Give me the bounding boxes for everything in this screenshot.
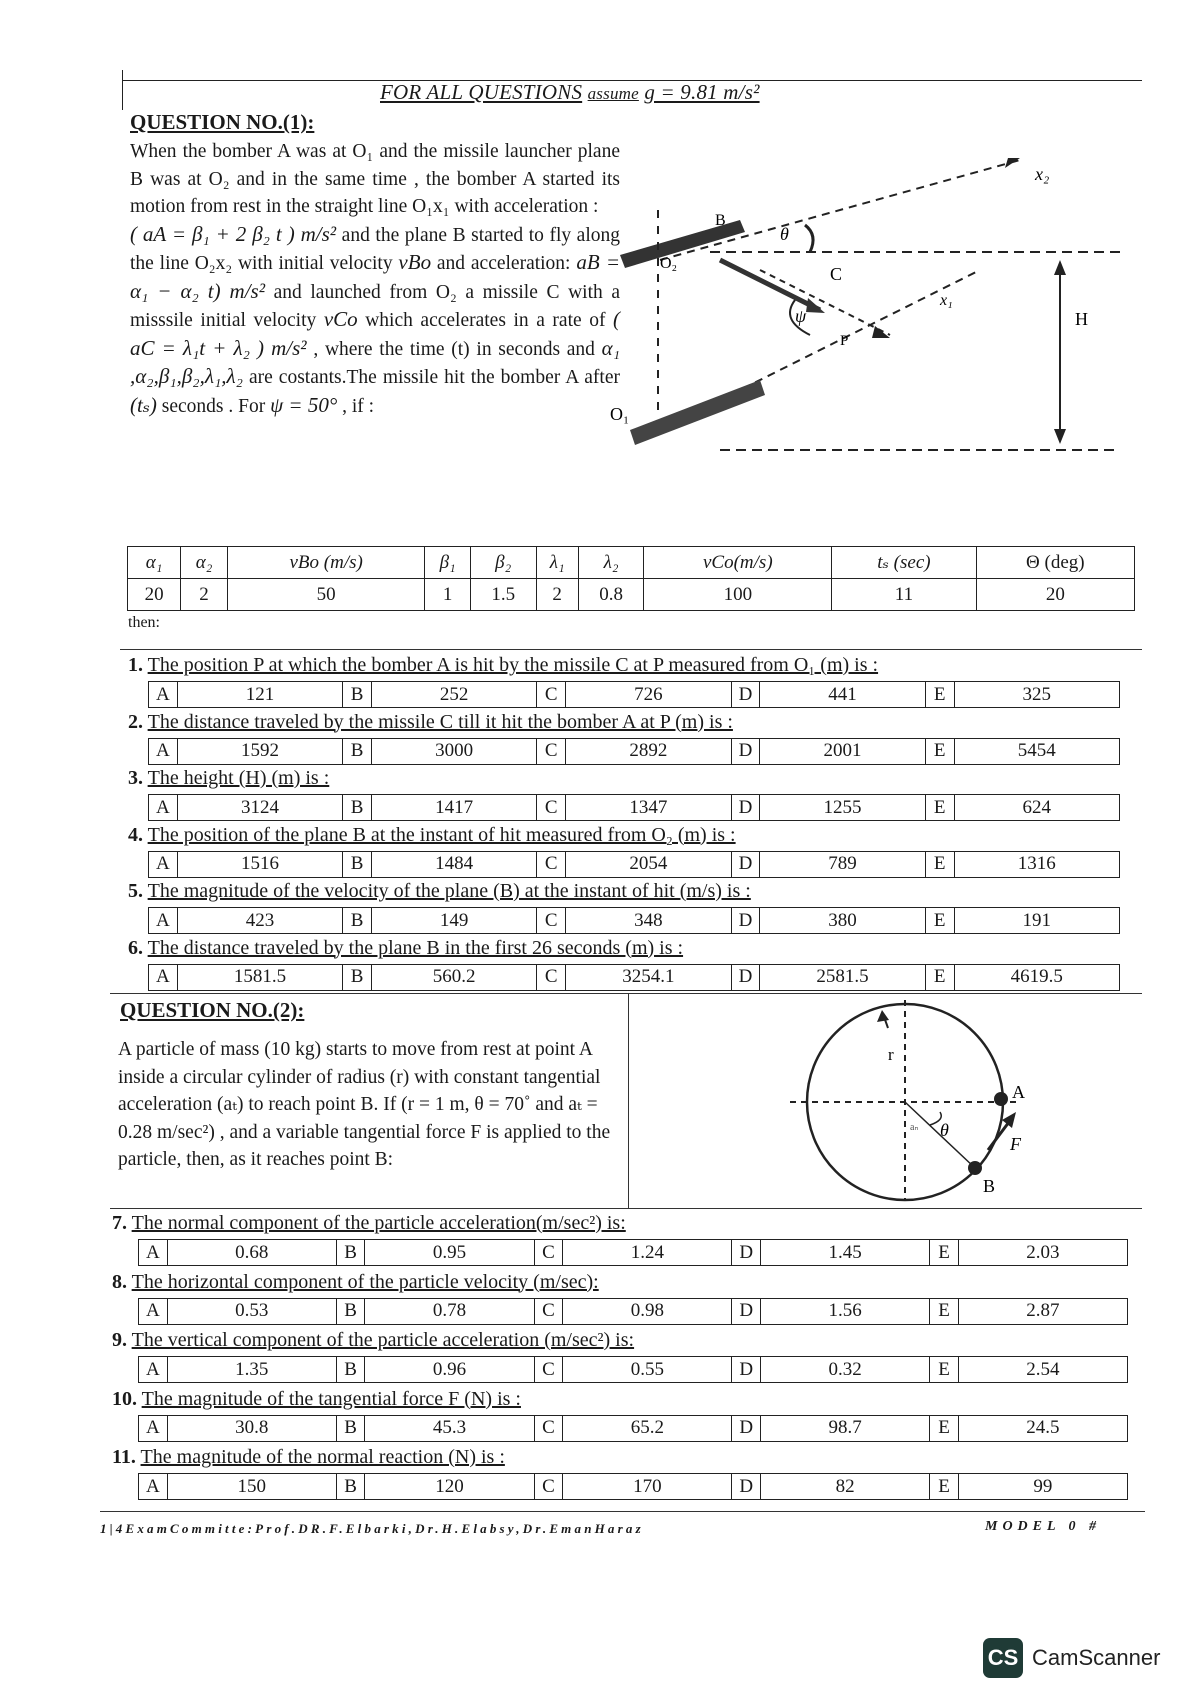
q1-table-value-row	[128, 579, 1135, 611]
option-value[interactable]: 1516	[240, 853, 279, 874]
question-text: The horizontal component of the particle velocity (m/sec):	[131, 1270, 599, 1293]
option-letter[interactable]: A	[149, 965, 178, 990]
option-letter[interactable]: B	[342, 852, 372, 877]
option-value[interactable]: 4619.5	[1010, 966, 1063, 987]
q2-question-1	[112, 1212, 626, 1235]
x1-label: x₁	[940, 292, 953, 309]
question-number: 6.	[128, 936, 143, 959]
option-value[interactable]: 2.87	[1026, 1300, 1060, 1321]
tv-alpha2: 2	[181, 579, 228, 611]
th-lambda1: λ₁	[536, 547, 578, 579]
option-letter[interactable]: D	[731, 1474, 761, 1499]
option-value[interactable]: 45.3	[432, 1417, 467, 1438]
q1-p3: and acceleration:	[431, 253, 577, 274]
footer-rule	[100, 1511, 1145, 1512]
o1-label: O₁	[610, 404, 630, 424]
question-text: The distance traveled by the plane B in the first 26 seconds (m) is :	[147, 936, 684, 959]
option-letter[interactable]: A	[149, 795, 178, 820]
tv-beta2: 1.5	[470, 579, 536, 611]
option-letter[interactable]: D	[731, 739, 761, 764]
th-theta: Θ (deg)	[976, 547, 1134, 579]
q1-question-1	[128, 654, 878, 677]
th-beta2: β₂	[470, 547, 536, 579]
option-letter[interactable]: A	[139, 1474, 168, 1499]
option-value[interactable]: 1316	[1017, 853, 1056, 874]
option-letter[interactable]: E	[929, 1474, 959, 1499]
q1-p2: and the plane B started to fly along the line O₂x₂ with initial velocity	[130, 224, 621, 274]
option-value[interactable]: 1.24	[630, 1241, 664, 1263]
header-title-prefix: FOR ALL QUESTIONS	[380, 80, 583, 104]
option-value[interactable]: 726	[634, 683, 663, 705]
q1-question-3	[128, 767, 329, 790]
answer-row	[138, 1356, 1128, 1383]
question-number: 5.	[128, 880, 143, 902]
p-label: P	[840, 333, 849, 349]
q2-question-5	[112, 1446, 505, 1469]
force-f-label: F	[1010, 1134, 1021, 1154]
question-number: 1.	[128, 654, 143, 676]
q1-data-table	[127, 546, 1135, 611]
question-text: The normal component of the particle acceleration(m/sec²) is:	[131, 1212, 626, 1234]
answer-row	[148, 794, 1120, 821]
th-vbo: vBo (m/s)	[227, 547, 425, 579]
x2-label: x₂	[1035, 164, 1050, 184]
answer-row	[148, 907, 1120, 934]
tv-alpha1: 20	[128, 579, 181, 611]
th-lambda2: λ₂	[578, 547, 644, 579]
option-letter[interactable]: E	[925, 795, 955, 820]
option-value[interactable]: 2581.5	[816, 966, 869, 987]
th-alpha2: α₂	[181, 547, 228, 579]
option-letter[interactable]: E	[925, 908, 955, 933]
option-value[interactable]: 24.5	[1026, 1417, 1060, 1438]
option-letter[interactable]: E	[929, 1299, 959, 1324]
th-alpha1: α₁	[128, 547, 181, 579]
tv-ts: 11	[832, 579, 976, 611]
theta-label: θ	[780, 224, 789, 244]
question-text: The distance traveled by the missile C till it hit the bomber A at P (m) is :	[147, 710, 733, 733]
footer-committee: 1|4ExamCommitte:Prof.DR.F.Elbarki,Dr.H.Elabsy,Dr.EmanHaraz	[100, 1521, 644, 1536]
plane-b-label: B	[715, 212, 726, 229]
option-letter[interactable]: C	[536, 965, 566, 990]
option-value[interactable]: 0.96	[432, 1358, 467, 1380]
option-letter[interactable]: A	[139, 1416, 168, 1441]
q2-statement	[118, 1036, 618, 1174]
option-value[interactable]: 191	[1022, 909, 1051, 931]
option-value[interactable]: 1417	[435, 796, 474, 818]
question-text: The vertical component of the particle acceleration (m/sec²) is:	[131, 1329, 635, 1351]
question-number: 7.	[112, 1212, 127, 1234]
page-header	[380, 80, 760, 105]
option-letter[interactable]: E	[925, 682, 955, 707]
option-letter[interactable]: D	[731, 908, 761, 933]
option-value[interactable]: 1592	[240, 740, 279, 761]
point-b	[968, 1161, 982, 1175]
option-value[interactable]: 1.45	[828, 1241, 862, 1263]
option-value[interactable]: 0.78	[432, 1300, 467, 1321]
point-a-label: A	[1012, 1082, 1025, 1102]
theta-q2-label: θ	[940, 1120, 949, 1140]
option-letter[interactable]: B	[336, 1357, 366, 1382]
option-value[interactable]: 789	[828, 853, 857, 874]
option-letter[interactable]: D	[731, 1299, 761, 1324]
q1-title: QUESTION NO.(1):	[130, 110, 315, 134]
q2-question-3	[112, 1329, 634, 1352]
header-rule-left	[122, 70, 123, 110]
option-letter[interactable]: B	[336, 1299, 366, 1324]
option-letter[interactable]: E	[929, 1240, 959, 1265]
option-value[interactable]: 325	[1022, 683, 1051, 705]
plane-a-shape	[630, 380, 765, 445]
camscanner-text: CamScanner	[1032, 1645, 1161, 1670]
question-number: 9.	[112, 1329, 127, 1351]
option-value[interactable]: 98.7	[828, 1417, 862, 1438]
option-letter[interactable]: C	[534, 1357, 564, 1382]
q1-eq-b: aB = α₁ − α₂ t) m/s²	[130, 250, 621, 303]
option-letter[interactable]: D	[731, 1357, 761, 1382]
q1-question-2	[128, 711, 733, 734]
tv-lambda1: 2	[536, 579, 578, 611]
q1-diagram	[610, 164, 1140, 480]
q1-p1: When the bomber A was at O₁ and the missile launcher plane B was at O₂ and in the same time , the bomber A started its motion from rest in the straight line O₁x₁ with acceleration :	[130, 141, 620, 217]
option-value[interactable]: 5454	[1017, 740, 1056, 761]
option-value[interactable]: 252	[439, 683, 469, 705]
option-letter[interactable]: B	[342, 682, 372, 707]
option-letter[interactable]: A	[149, 739, 178, 764]
q1-separator	[120, 649, 1142, 650]
question-number: 4.	[128, 823, 143, 846]
then-label: then:	[128, 614, 160, 631]
option-value[interactable]: 82	[835, 1475, 855, 1497]
header-title-g: g = 9.81 m/s²	[644, 80, 760, 104]
option-value[interactable]: 1347	[629, 796, 668, 818]
question-text: The magnitude of the normal reaction (N) is :	[140, 1446, 505, 1468]
tv-theta: 20	[976, 579, 1134, 611]
option-letter[interactable]: A	[139, 1299, 168, 1324]
option-value[interactable]: 0.55	[630, 1358, 664, 1380]
option-value[interactable]: 2.03	[1026, 1241, 1060, 1263]
q1-vbo: vBo	[398, 250, 432, 274]
q2-text: A particle of mass (10 kg) starts to move from rest at point A inside a circular cylinder of radius (r) with constant tangential acceleration (aₜ) to reach point B. If (r = 1 m, θ = 70˚ and aₜ = 0.28 m/sec²) , and a variable tangential force F is applied to the particle, then, as it reaches point B:	[118, 1039, 611, 1170]
option-letter[interactable]: B	[336, 1240, 366, 1265]
option-value[interactable]: 2054	[629, 853, 668, 874]
option-value[interactable]: 121	[245, 683, 275, 705]
option-letter[interactable]: A	[149, 852, 178, 877]
h-label: H	[1075, 309, 1088, 329]
option-value[interactable]: 1.56	[828, 1300, 862, 1321]
tv-vbo: 50	[227, 579, 425, 611]
q1-question-5	[128, 880, 751, 903]
option-letter[interactable]: B	[342, 908, 372, 933]
option-value[interactable]: 1581.5	[233, 966, 287, 987]
option-letter[interactable]: C	[534, 1299, 564, 1324]
q1-p5: which accelerates in a rate of	[357, 310, 613, 331]
r-label: r	[888, 1045, 894, 1064]
an-label: aₙ	[910, 1122, 919, 1133]
q1-statement	[130, 138, 620, 420]
option-value[interactable]: 0.95	[432, 1241, 467, 1263]
theta-arc	[805, 225, 813, 252]
option-letter[interactable]: C	[534, 1240, 564, 1265]
q1-p7: are costants.The missile hit the bomber A after	[242, 367, 620, 388]
option-value[interactable]: 170	[633, 1475, 662, 1497]
option-letter[interactable]: D	[731, 965, 761, 990]
psi-label: ψ	[795, 306, 807, 326]
th-beta1: β₁	[425, 547, 470, 579]
option-letter[interactable]: D	[731, 1240, 761, 1265]
q2-top-separator	[110, 993, 1142, 994]
th-ts: tₛ (sec)	[832, 547, 976, 579]
answer-row	[138, 1298, 1128, 1325]
q1-table-header-row	[128, 547, 1135, 579]
option-value[interactable]: 2.54	[1026, 1358, 1060, 1380]
option-letter[interactable]: E	[925, 852, 955, 877]
point-a	[994, 1092, 1008, 1106]
option-value[interactable]: 348	[634, 909, 663, 931]
q1-psi: ψ = 50°	[270, 392, 338, 417]
option-letter[interactable]: B	[342, 795, 372, 820]
option-value[interactable]: 30.8	[235, 1417, 269, 1438]
option-value[interactable]: 1484	[435, 853, 474, 874]
q1-p9: , if :	[337, 395, 375, 417]
option-letter[interactable]: E	[929, 1416, 959, 1441]
missile-path-arrowhead	[872, 326, 890, 338]
question-text: The position of the plane B at the instant of hit measured from O₂ (m) is :	[147, 823, 736, 846]
option-letter[interactable]: C	[536, 682, 566, 707]
option-letter[interactable]: A	[149, 682, 178, 707]
option-value[interactable]: 0.98	[630, 1300, 664, 1321]
h-arrow-bottom	[1054, 429, 1066, 444]
option-value[interactable]: 1255	[823, 796, 862, 818]
o2-label: O₂	[660, 255, 678, 272]
q1-question-6	[128, 937, 683, 960]
answer-row	[138, 1239, 1128, 1266]
camscanner-logo-icon: CS	[983, 1638, 1023, 1678]
option-value[interactable]: 0.68	[235, 1241, 269, 1263]
option-letter[interactable]: C	[534, 1416, 564, 1441]
q1-consts: α₁ ,α₂,β₁,β₂,λ₁,λ₂	[130, 335, 620, 388]
missile-path	[760, 270, 890, 335]
option-letter[interactable]: B	[342, 965, 372, 990]
question-text: The height (H) (m) is :	[147, 767, 330, 789]
question-text: The magnitude of the tangential force F (N) is :	[141, 1387, 521, 1410]
option-letter[interactable]: C	[536, 739, 566, 764]
option-value[interactable]: 423	[245, 909, 275, 931]
option-letter[interactable]: A	[149, 908, 178, 933]
q2-question-2	[112, 1271, 599, 1294]
answer-row	[138, 1415, 1128, 1442]
option-value[interactable]: 0.53	[235, 1300, 269, 1321]
x2-arrowhead	[1005, 158, 1020, 168]
q2-divider	[628, 993, 629, 1208]
question-number: 3.	[128, 767, 143, 789]
tv-vco: 100	[644, 579, 832, 611]
option-value[interactable]: 560.2	[432, 966, 476, 987]
question-text: The position P at which the bomber A is hit by the missile C at P measured from O₁ (m) is :	[147, 654, 879, 676]
option-value[interactable]: 624	[1022, 796, 1051, 818]
q1-ts: (tₛ)	[130, 392, 157, 417]
option-letter[interactable]: D	[731, 795, 761, 820]
missile-c-label: C	[830, 264, 843, 284]
answer-row	[138, 1473, 1128, 1500]
answer-row	[148, 851, 1120, 878]
missile-c-body	[720, 260, 820, 310]
option-value[interactable]: 3000	[435, 740, 474, 761]
option-letter[interactable]: D	[731, 1416, 761, 1441]
tv-beta1: 1	[425, 579, 470, 611]
option-letter[interactable]: D	[731, 852, 761, 877]
q1-vco: vCo	[323, 307, 358, 331]
q1-eq-a: ( aA = β₁ + 2 β₂ t ) m/s²	[130, 221, 337, 246]
tv-lambda2: 0.8	[578, 579, 644, 611]
option-value[interactable]: 120	[435, 1475, 464, 1497]
option-letter[interactable]: C	[536, 908, 566, 933]
option-letter[interactable]: A	[139, 1240, 168, 1265]
point-b-label: B	[983, 1176, 996, 1196]
answer-row	[148, 681, 1120, 708]
option-value[interactable]: 441	[828, 683, 857, 705]
th-vco: vCo(m/s)	[644, 547, 832, 579]
q2-question-4	[112, 1388, 521, 1411]
option-letter[interactable]: D	[731, 682, 761, 707]
option-letter[interactable]: B	[336, 1416, 366, 1441]
header-title-assume: assume	[587, 84, 639, 103]
plane-a-label: A	[708, 417, 720, 434]
footer-model: MODEL 0 #	[985, 1519, 1102, 1534]
option-letter[interactable]: A	[139, 1357, 168, 1382]
option-value[interactable]: 0.32	[828, 1358, 862, 1380]
option-value[interactable]: 99	[1033, 1475, 1053, 1497]
option-value[interactable]: 380	[828, 909, 857, 931]
answer-row	[148, 738, 1120, 765]
question-text: The magnitude of the velocity of the plane (B) at the instant of hit (m/s) is :	[147, 880, 751, 902]
option-value[interactable]: 2001	[823, 740, 862, 761]
q1-p4: and launched from O₂ a missile C with a misssile initial velocity	[130, 281, 621, 331]
q2-diagram	[780, 1000, 1110, 1200]
option-letter[interactable]: C	[536, 852, 566, 877]
option-letter[interactable]: B	[336, 1474, 366, 1499]
option-value[interactable]: 3254.1	[622, 966, 675, 987]
answer-row	[148, 964, 1120, 991]
q1-question-4	[128, 824, 736, 847]
option-value[interactable]: 150	[237, 1475, 266, 1497]
h-arrow-top	[1054, 260, 1066, 275]
option-letter[interactable]: C	[534, 1474, 564, 1499]
question-number: 2.	[128, 710, 143, 733]
question-number: 10.	[112, 1387, 137, 1410]
option-value[interactable]: 65.2	[630, 1417, 664, 1438]
q1-p6: , where the time (t) in seconds and	[306, 338, 602, 360]
option-letter[interactable]: E	[929, 1357, 959, 1382]
question-number: 8.	[112, 1270, 127, 1293]
q2-title: QUESTION NO.(2):	[120, 998, 305, 1022]
option-letter[interactable]: E	[925, 965, 955, 990]
q1-p8: seconds . For	[156, 395, 271, 417]
option-value[interactable]: 149	[439, 909, 469, 931]
q2-bottom-separator	[110, 1208, 1142, 1209]
q1-eq-c: ( aC = λ₁t + λ₂ ) m/s²	[130, 307, 620, 360]
option-letter[interactable]: B	[342, 739, 372, 764]
x2-line	[660, 160, 1020, 260]
option-value[interactable]: 2892	[629, 740, 668, 761]
option-value[interactable]: 3124	[240, 796, 279, 818]
option-letter[interactable]: C	[536, 795, 566, 820]
option-value[interactable]: 1.35	[235, 1358, 269, 1380]
question-number: 11.	[112, 1446, 136, 1468]
option-letter[interactable]: E	[925, 739, 955, 764]
